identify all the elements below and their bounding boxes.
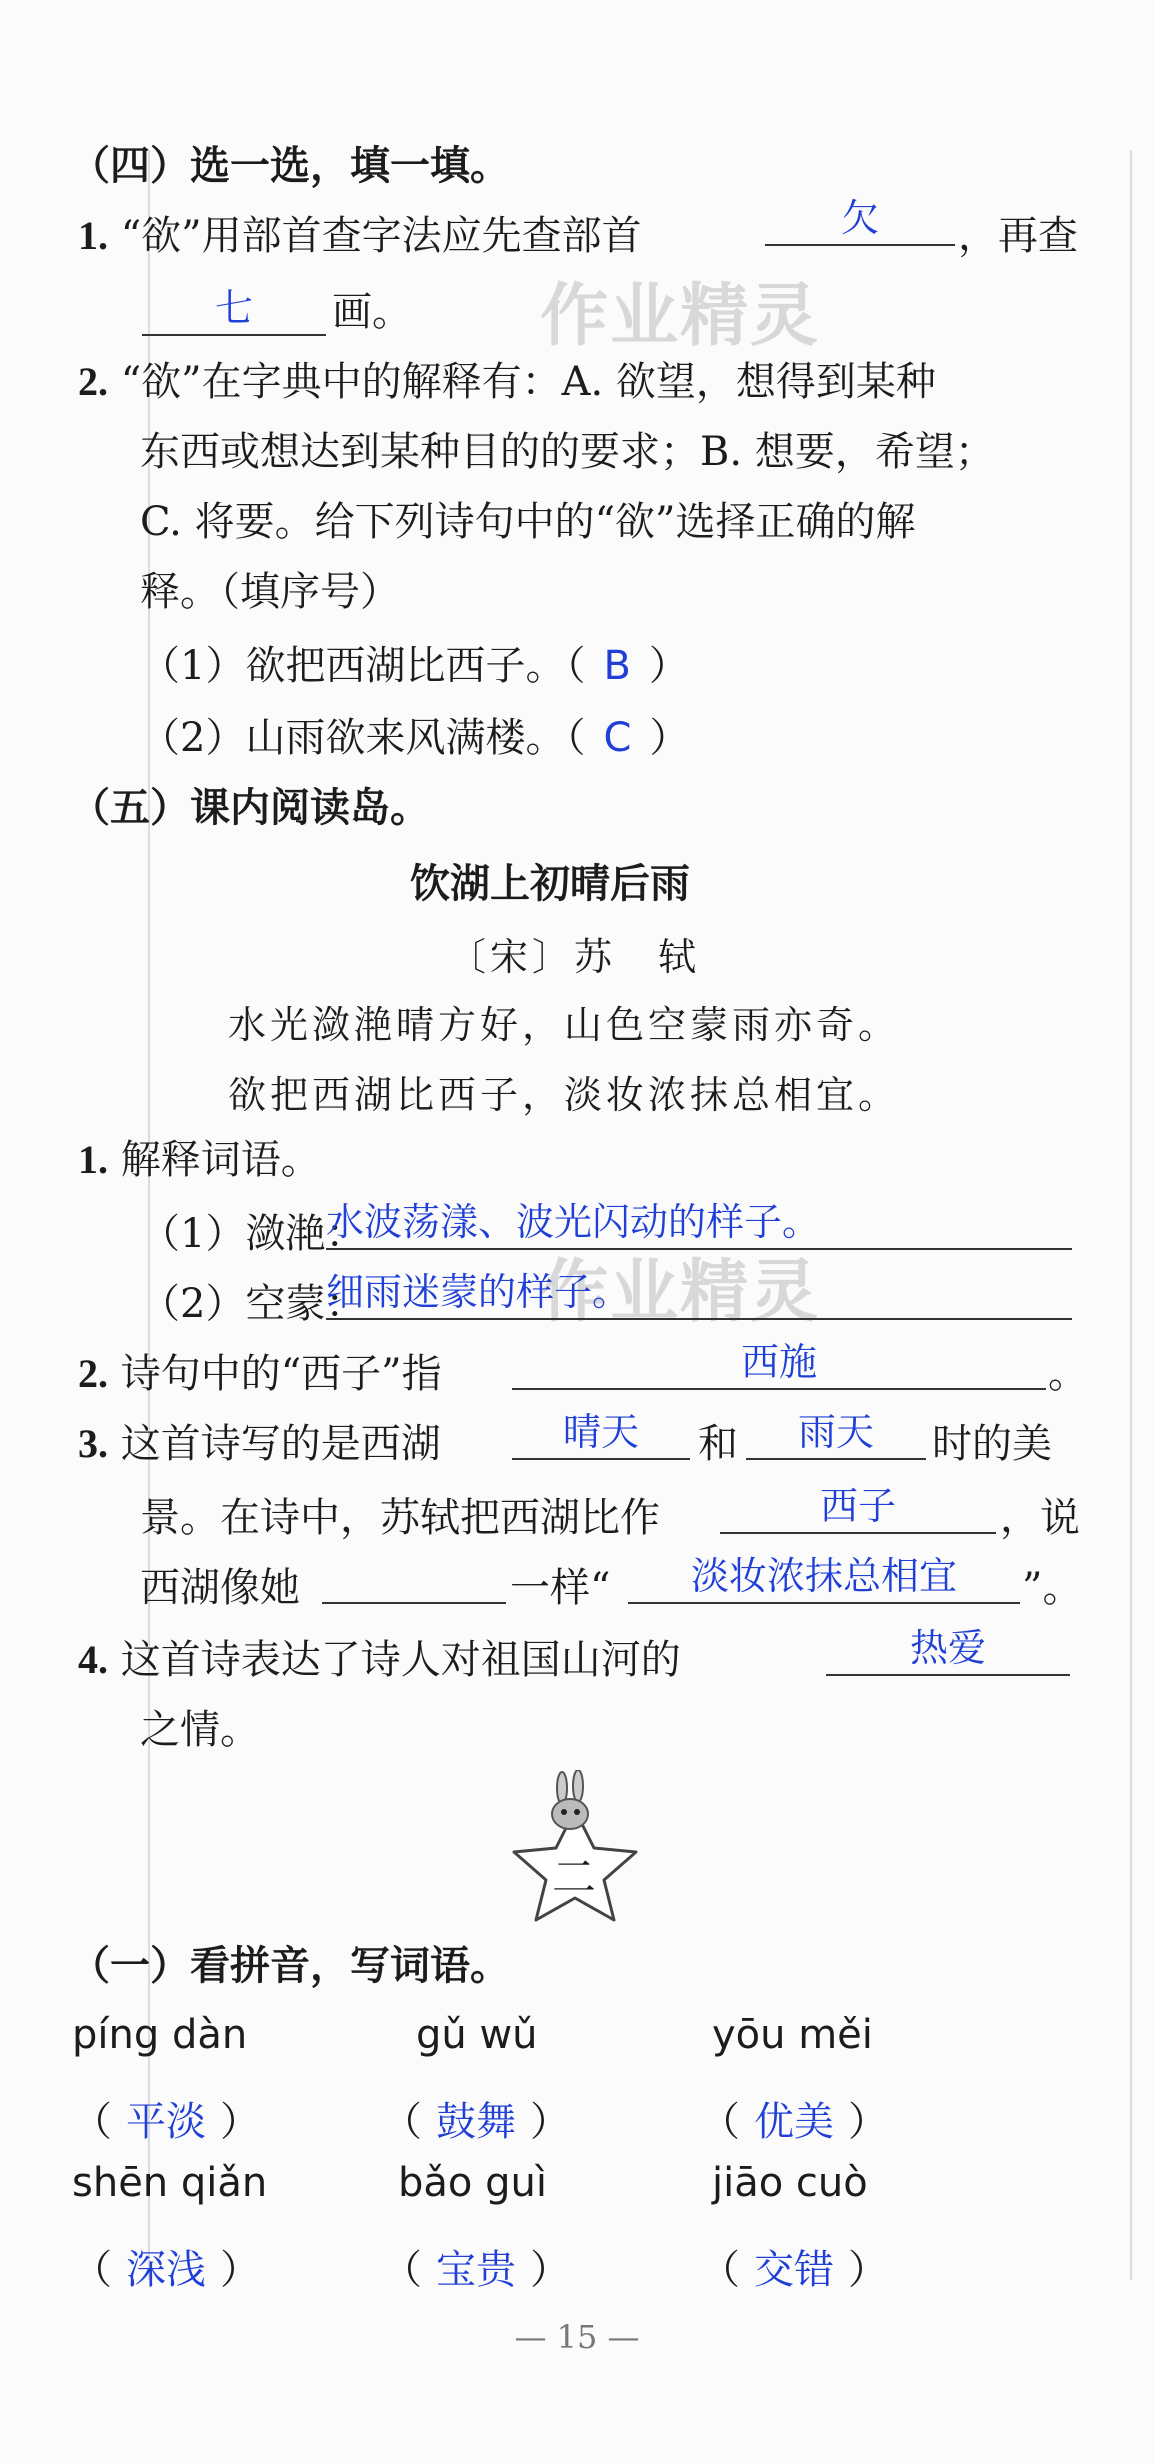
- sub-question: [140, 640, 689, 692]
- sub-question: [140, 712, 689, 764]
- question-text: 景。在诗中，苏轼把西湖比作: [140, 1495, 660, 1541]
- right-margin-line: [1130, 150, 1132, 2280]
- question-text: 这首诗写的是西湖: [120, 1421, 441, 1467]
- answer-text: 交错: [754, 2247, 834, 2293]
- pinyin: píng dàn: [72, 2012, 248, 2058]
- sec5-q3-line1: [78, 1418, 441, 1470]
- watermark: 作业精灵: [540, 1253, 821, 1332]
- poem-author: 〔宋〕苏 轼: [448, 935, 701, 979]
- answer-blank: 欠: [765, 196, 955, 246]
- question-text: 一样“: [510, 1565, 611, 1611]
- unit-number: 二: [552, 1852, 596, 1903]
- answer-text: 鼓舞: [436, 2099, 516, 2145]
- question-number: 2.: [78, 1351, 108, 1396]
- question-text: C. 将要。给下列诗句中的“欲”选择正确的解: [140, 499, 916, 545]
- answer-paren: （ 交错 ）: [700, 2238, 888, 2295]
- question-number: 1.: [78, 213, 108, 258]
- question-text: 之情。: [140, 1707, 260, 1753]
- sub-question-label: （1）潋滟：: [140, 1211, 366, 1257]
- answer-text: C: [603, 715, 632, 761]
- question-text: ”。: [1022, 1565, 1083, 1611]
- answer-blank: 西子: [720, 1484, 996, 1534]
- answer-text: 宝贵: [436, 2247, 516, 2293]
- question-number: 2.: [78, 359, 108, 404]
- answer-text: B: [603, 643, 631, 689]
- question-text: 和: [698, 1421, 738, 1467]
- answer-paren: （ 宝贵 ）: [382, 2238, 570, 2295]
- answer-blank: 热爱: [826, 1626, 1070, 1676]
- rabbit-star-icon: [500, 1770, 650, 1930]
- pinyin: jiāo cuò: [712, 2160, 868, 2206]
- sec5-q1: [78, 1134, 321, 1186]
- answer-blank: 细雨迷蒙的样子。: [326, 1270, 1072, 1320]
- answer-text: 深浅: [126, 2247, 206, 2293]
- pinyin: gǔ wǔ: [416, 2012, 538, 2058]
- poem-line: 水光潋滟晴方好，山色空蒙雨亦奇。: [228, 1003, 901, 1047]
- answer-paren: （ 鼓舞 ）: [382, 2090, 570, 2147]
- answer-blank: 西施: [512, 1340, 1046, 1390]
- sec4-q1-line1: [78, 210, 642, 262]
- poem-line: 欲把西湖比西子，淡妆浓抹总相宜。: [228, 1073, 901, 1117]
- question-number: 3.: [78, 1421, 108, 1466]
- question-text: 画。: [332, 289, 412, 335]
- question-text: 时的美: [932, 1421, 1052, 1467]
- empty-blank: [322, 1554, 506, 1604]
- sub-question-label: （2）空蒙：: [140, 1281, 366, 1327]
- pinyin: bǎo guì: [398, 2160, 547, 2206]
- question-text: 。: [1048, 1351, 1088, 1397]
- answer-paren: （ 深浅 ）: [72, 2238, 260, 2295]
- question-text: ，说: [1000, 1495, 1080, 1541]
- unit-badge: [500, 1770, 650, 1930]
- question-text: 东西或想达到某种目的的要求；B. 想要，希望；: [140, 429, 995, 475]
- answer-blank: 七: [142, 286, 326, 336]
- answer-blank: 晴天: [512, 1410, 690, 1460]
- sub-question-text: （1）欲把西湖比西子。（: [140, 643, 586, 689]
- sec4-q2-line1: [78, 356, 936, 408]
- question-text: 西湖像她: [140, 1565, 300, 1611]
- answer-text: 优美: [754, 2099, 834, 2145]
- question-text: 释。（填序号）: [140, 569, 400, 615]
- sub-question-text: （2）山雨欲来风满楼。（: [140, 715, 586, 761]
- answer-paren: （ 优美 ）: [700, 2090, 888, 2147]
- watermark: 作业精灵: [540, 277, 821, 356]
- answer-blank: 雨天: [746, 1410, 926, 1460]
- question-text: 诗句中的“西子”指: [120, 1351, 442, 1397]
- question-number: 4.: [78, 1637, 108, 1682]
- question-text: 这首诗表达了诗人对祖国山河的: [120, 1637, 681, 1683]
- answer-blank: 水波荡漾、波光闪动的样子。: [326, 1200, 1072, 1250]
- section-1-heading: （一）看拼音，写词语。: [70, 1943, 510, 1989]
- answer-paren: （ 平淡 ）: [72, 2090, 260, 2147]
- poem-title: 饮湖上初晴后雨: [410, 861, 690, 907]
- question-number: 1.: [78, 1137, 108, 1182]
- pinyin: shēn qiǎn: [72, 2160, 268, 2206]
- sec5-q4: [78, 1634, 681, 1686]
- answer-blank: 淡妆浓抹总相宜: [628, 1554, 1020, 1604]
- section-4-heading: （四）选一选，填一填。: [70, 143, 510, 189]
- paren-close: ）: [649, 715, 690, 761]
- paren-close: ）: [648, 643, 689, 689]
- question-text: ，再查: [958, 213, 1078, 259]
- sec5-q2: [78, 1348, 442, 1400]
- page-number: — 15 —: [514, 2318, 640, 2356]
- answer-text: 平淡: [126, 2099, 206, 2145]
- question-text: “欲”在字典中的解释有：A. 欲望，想得到某种: [120, 359, 936, 405]
- question-text: “欲”用部首查字法应先查部首: [120, 213, 642, 259]
- section-5-heading: （五）课内阅读岛。: [70, 785, 430, 831]
- question-text: 解释词语。: [120, 1137, 321, 1183]
- pinyin: yōu měi: [712, 2012, 873, 2058]
